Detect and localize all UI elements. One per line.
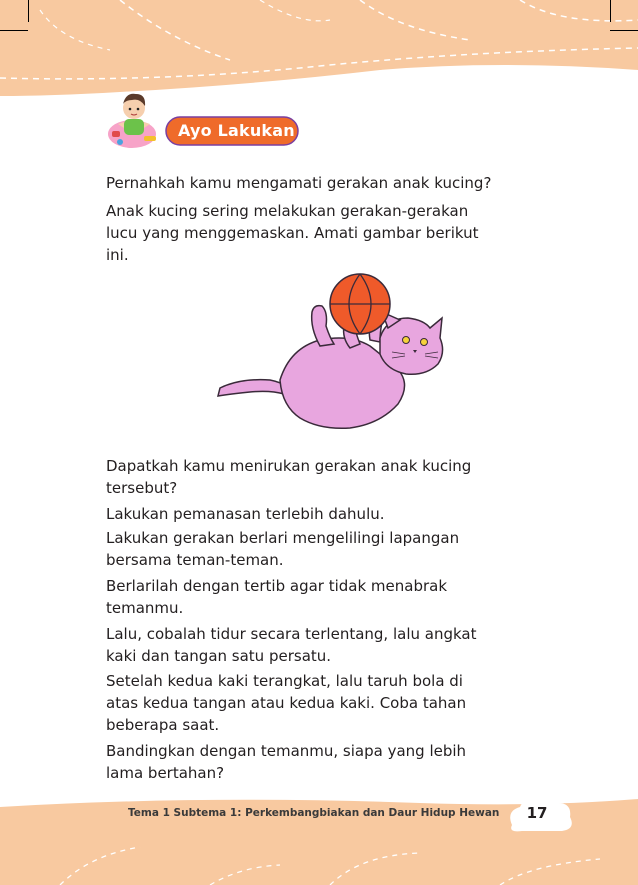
crop-mark [28,0,29,22]
section-title: Ayo Lakukan [178,121,295,140]
header-band [0,0,638,105]
paragraph-lie-down: Lalu, cobalah tidur secara terlentang, lalu angkat kaki dan tangan satu persatu. [106,625,477,665]
crop-mark [0,30,28,31]
paragraph-place-ball: Setelah kedua kaki terangkat, lalu taruh bola di atas kedua tangan atau kedua kaki. Coba tahan beberapa saat. [106,672,467,734]
paragraph-intro-question: Pernahkah kamu mengamati gerakan anak kucing? [106,174,492,192]
paragraph-run-orderly: Berlarilah dengan tertib agar tidak menabrak temanmu. [106,577,448,617]
paragraph-question-imitate: Dapatkah kamu menirukan gerakan anak kucing tersebut? [106,457,472,497]
page-number: 17 [526,804,548,822]
paragraph-intro-description: Anak kucing sering melakukan gerakan-gerakan lucu yang menggemaskan. Amati gambar berikut ini. [106,202,479,264]
crop-mark [610,30,638,31]
crop-mark [610,0,611,22]
footer-theme-text: Tema 1 Subtema 1: Perkembangbiakan dan Daur Hidup Hewan [128,807,500,819]
paragraph-compare: Bandingkan dengan temanmu, siapa yang lebih lama bertahan? [106,742,467,782]
paragraph-warm-up: Lakukan pemanasan terlebih dahulu. [106,505,385,523]
cat-with-ball-illustration [210,268,460,446]
paragraph-run-around: Lakukan gerakan berlari mengelilingi lapangan bersama teman-teman. [106,529,460,569]
